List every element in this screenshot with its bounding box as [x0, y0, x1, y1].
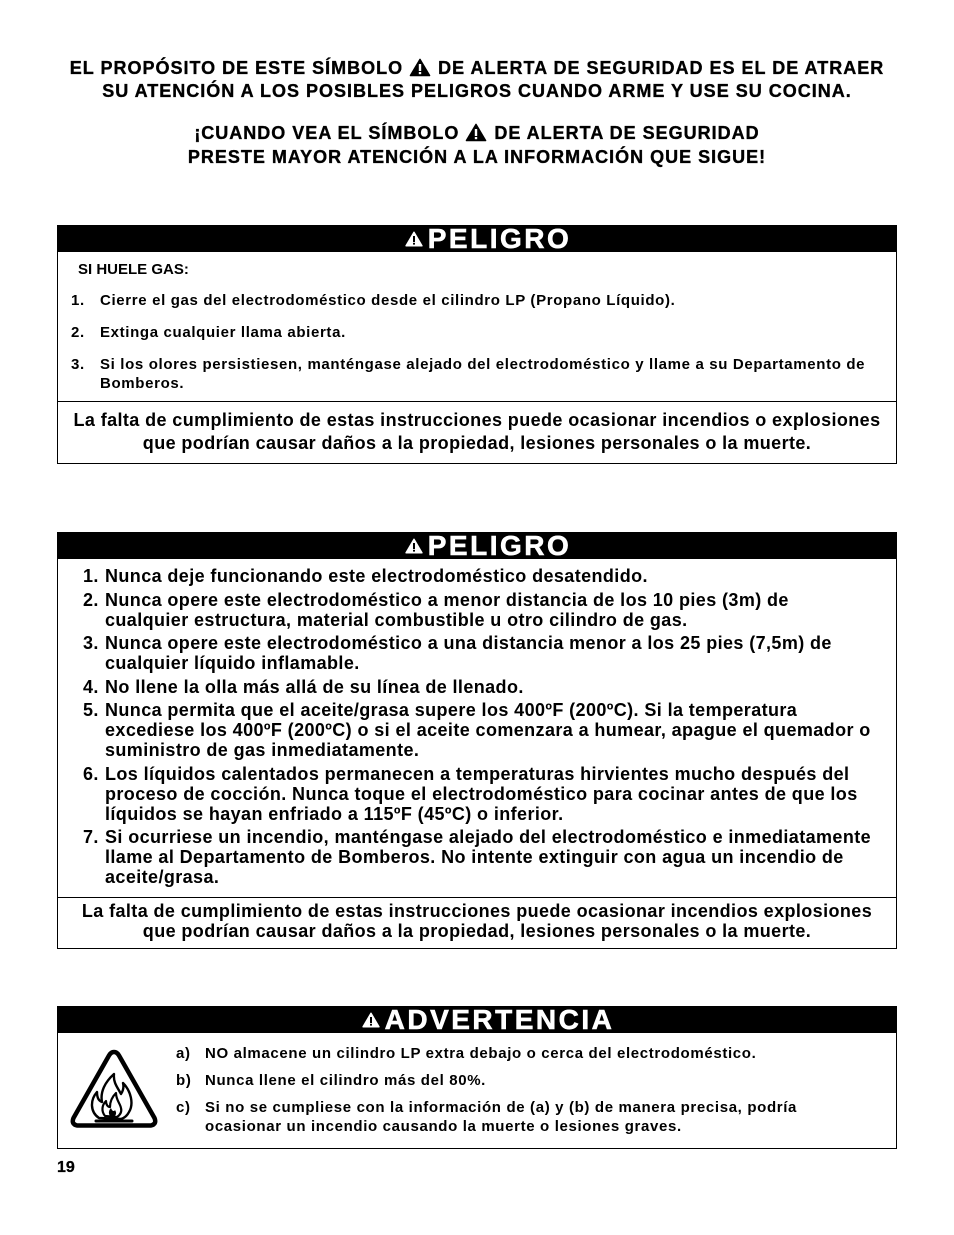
list-item: [176, 1044, 797, 1063]
danger-body: [58, 252, 896, 401]
warning-header: [58, 1007, 896, 1033]
consequence-line: que podrían causar daños a la propiedad, lesiones personales o la muerte.: [142, 433, 812, 453]
fire-hazard-icon: [68, 1047, 160, 1131]
list-item: [58, 700, 896, 760]
item-text: [105, 827, 871, 887]
item-text-line: llame al Departamento de Bomberos. No intente extinguir con agua un incendio de: [105, 847, 844, 867]
danger-header: [58, 226, 896, 252]
item-label: b): [176, 1071, 192, 1089]
item-text-line: Extinga cualquier llama abierta.: [100, 324, 346, 341]
item-number: 5.: [83, 700, 99, 720]
list-item: [58, 677, 896, 697]
consequence-line: La falta de cumplimiento de estas instrucciones puede ocasionar incendios explosiones: [81, 901, 873, 921]
intro-line-3: [0, 123, 954, 143]
list-item: [58, 566, 896, 586]
item-number: 2.: [83, 589, 99, 610]
item-text-line: No llene la olla más allá de su línea de llenado.: [105, 676, 524, 697]
item-label: c): [176, 1098, 191, 1116]
consequence-line: que podrían causar daños a la propiedad, lesiones personales o la muerte.: [142, 921, 812, 941]
item-text: [205, 1098, 797, 1136]
intro-text: ¡CUANDO VEA EL SÍMBOLO: [194, 123, 460, 143]
item-text-line: Nunca permita que el aceite/grasa supere los 400ºF (200ºC). Si la temperatura: [105, 700, 798, 720]
list-item: [58, 827, 896, 887]
item-text-line: excediese los 400ºF (200ºC) o si el aceite comenzara a humear, apague el quemador o: [105, 720, 871, 740]
item-text: [100, 291, 675, 310]
item-text-line: Nunca opere este electrodoméstico a una distancia menor a los 25 pies (7,5m) de: [105, 633, 832, 653]
item-text: [100, 323, 346, 342]
intro-line-1: [0, 58, 954, 78]
item-text-line: Nunca opere este electrodoméstico a menor distancia de los 10 pies (3m) de: [105, 589, 789, 610]
item-text-line: ocasionar un incendio causando la muerte o lesiones graves.: [205, 1117, 682, 1135]
item-label: a): [176, 1044, 191, 1062]
consequence-notice: [58, 401, 896, 463]
intro-text: EL PROPÓSITO DE ESTE SÍMBOLO: [69, 58, 404, 78]
intro-text: SU ATENCIÓN A LOS POSIBLES PELIGROS CUANDO ARME Y USE SU COCINA.: [102, 81, 852, 101]
item-text-line: líquidos se hayan enfriado a 115ºF (45ºC) o inferior.: [105, 803, 564, 824]
warning-box-cylinder: [57, 1006, 897, 1149]
item-number: 4.: [83, 676, 99, 697]
intro-text: DE ALERTA DE SEGURIDAD ES EL DE ATRAER: [438, 58, 885, 78]
list-item: [58, 323, 896, 342]
item-text: [205, 1071, 486, 1090]
list-item: [176, 1098, 797, 1136]
safety-alert-icon: [405, 538, 423, 554]
list-item: [176, 1071, 797, 1090]
danger-box-gas: [57, 225, 897, 464]
item-text-line: proceso de cocción. Nunca toque el electrodoméstico para cocinar antes de que los: [105, 783, 858, 804]
item-text-line: NO almacene un cilindro LP extra debajo o cerca del electrodoméstico.: [205, 1044, 757, 1062]
item-text: [105, 764, 858, 824]
item-number: 1.: [83, 566, 99, 586]
item-text: [105, 677, 524, 697]
intro-line-4: [0, 147, 954, 167]
item-number: 1.: [71, 292, 85, 309]
danger-title: PELIGRO: [427, 533, 572, 559]
danger-body: [58, 559, 896, 897]
consequence-notice: [58, 897, 896, 948]
page-number: 19: [57, 1159, 75, 1176]
list-item: [58, 291, 896, 310]
item-number: 6.: [83, 763, 99, 784]
warning-list: [176, 1044, 797, 1136]
list-item: [58, 355, 896, 393]
item-text-line: Los líquidos calentados permanecen a temperaturas hirvientes mucho después del: [105, 763, 850, 784]
list-item: [58, 764, 896, 824]
item-text-line: Cierre el gas del electrodoméstico desde el cilindro LP (Propano Líquido).: [100, 292, 676, 309]
item-text: [105, 566, 648, 586]
item-number: 3.: [71, 356, 85, 373]
subheading: SI HUELE GAS:: [78, 261, 189, 278]
item-text-line: Nunca llene el cilindro más del 80%.: [205, 1071, 486, 1089]
item-text-line: Nunca deje funcionando este electrodoméstico desatendido.: [105, 566, 648, 586]
item-text-line: cualquier líquido inflamable.: [105, 653, 360, 673]
danger-header: [58, 533, 896, 559]
safety-alert-icon: [362, 1012, 380, 1028]
danger-title: PELIGRO: [427, 226, 572, 252]
item-text-line: Si los olores persistiesen, manténgase alejado del electrodoméstico y llame a su Departamento de: [100, 356, 866, 373]
intro-line-2: [0, 81, 954, 101]
item-number: 7.: [83, 827, 99, 847]
item-text: [100, 355, 865, 393]
item-text-line: Si no se cumpliese con la información de (a) y (b) de manera precisa, podría: [205, 1098, 798, 1116]
danger-list: [58, 566, 896, 887]
item-text: [105, 590, 789, 630]
intro-text: PRESTE MAYOR ATENCIÓN A LA INFORMACIÓN QUE SIGUE!: [187, 147, 767, 167]
warning-body: [58, 1033, 896, 1148]
consequence-line: La falta de cumplimiento de estas instrucciones puede ocasionar incendios o explosiones: [73, 410, 881, 430]
item-text: [105, 700, 871, 760]
danger-box-operation: [57, 532, 897, 949]
item-number: 3.: [83, 633, 99, 653]
item-text: [205, 1044, 756, 1063]
list-item: [58, 633, 896, 673]
intro-text: DE ALERTA DE SEGURIDAD: [494, 123, 760, 143]
item-number: 2.: [71, 324, 85, 341]
item-text-line: aceite/grasa.: [105, 867, 220, 887]
item-text-line: suministro de gas inmediatamente.: [105, 740, 420, 760]
safety-alert-icon: [409, 58, 431, 77]
item-text-line: Bomberos.: [100, 375, 185, 392]
item-text: [105, 633, 832, 673]
item-text-line: Si ocurriese un incendio, manténgase alejado del electrodoméstico e inmediatamente: [105, 827, 872, 847]
warning-title: ADVERTENCIA: [384, 1007, 615, 1033]
safety-alert-icon: [465, 123, 487, 142]
danger-list: [58, 291, 896, 393]
safety-alert-icon: [405, 231, 423, 247]
item-text-line: cualquier estructura, material combustible u otro cilindro de gas.: [105, 609, 688, 630]
list-item: [58, 590, 896, 630]
